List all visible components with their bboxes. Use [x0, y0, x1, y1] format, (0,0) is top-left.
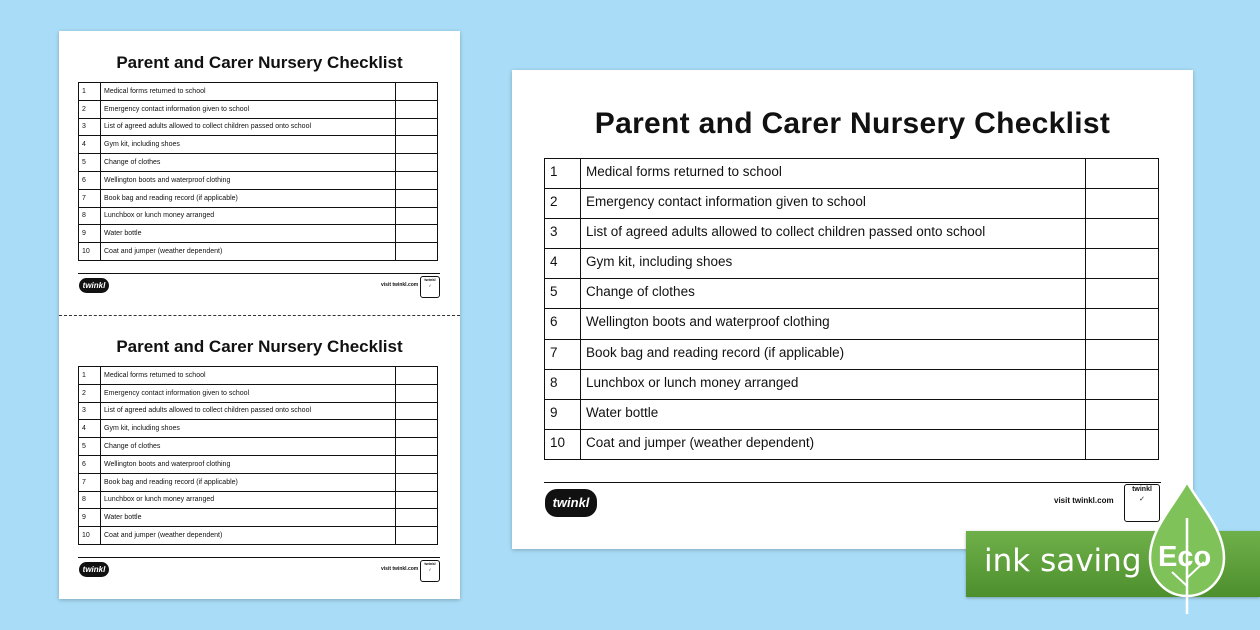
checklist-row — [79, 384, 438, 402]
item-text: Coat and jumper (weather dependent) — [101, 243, 396, 261]
item-number: 7 — [79, 189, 101, 207]
item-text: Wellington boots and waterproof clothing — [581, 309, 1086, 339]
item-text: Book bag and reading record (if applicable) — [581, 339, 1086, 369]
item-number: 9 — [79, 225, 101, 243]
tick-box[interactable] — [396, 527, 438, 545]
tick-box[interactable] — [396, 473, 438, 491]
tick-box[interactable] — [396, 384, 438, 402]
preview-sheet-two-per-page — [59, 31, 460, 599]
tick-box[interactable] — [396, 207, 438, 225]
twinkl-logo: twinkl — [545, 489, 597, 517]
item-number: 7 — [79, 473, 101, 491]
item-text: Wellington boots and waterproof clothing — [101, 455, 396, 473]
checklist-row — [545, 369, 1159, 399]
item-text: Lunchbox or lunch money arranged — [581, 369, 1086, 399]
tick-box[interactable] — [1086, 189, 1159, 219]
item-text: Water bottle — [581, 399, 1086, 429]
tick-box[interactable] — [1086, 219, 1159, 249]
item-number: 6 — [545, 309, 581, 339]
item-number: 4 — [79, 420, 101, 438]
tick-box[interactable] — [1086, 309, 1159, 339]
checklist-row — [545, 339, 1159, 369]
tick-box[interactable] — [396, 189, 438, 207]
tick-box[interactable] — [396, 154, 438, 172]
item-text: Change of clothes — [101, 154, 396, 172]
tick-box[interactable] — [396, 243, 438, 261]
checklist-row — [545, 249, 1159, 279]
tick-box[interactable] — [396, 100, 438, 118]
item-number: 1 — [545, 159, 581, 189]
checklist-title: Parent and Carer Nursery Checklist — [116, 53, 403, 72]
item-number: 3 — [79, 118, 101, 136]
checklist-row — [79, 118, 438, 136]
checklist-row — [79, 420, 438, 438]
checklist-row — [79, 154, 438, 172]
item-number: 10 — [79, 243, 101, 261]
tick-box[interactable] — [1086, 249, 1159, 279]
tick-box[interactable] — [396, 83, 438, 101]
badge-check-icon: ✓ — [428, 567, 432, 572]
checklist-row — [545, 279, 1159, 309]
item-text: Emergency contact information given to school — [101, 384, 396, 402]
checklist-table — [544, 158, 1159, 460]
visit-link-text: visit twinkl.com — [381, 282, 419, 288]
checklist-row — [545, 399, 1159, 429]
badge-title: twinkl — [424, 561, 436, 566]
tick-box[interactable] — [1086, 279, 1159, 309]
item-number: 7 — [545, 339, 581, 369]
checklist-table — [78, 82, 438, 261]
item-text: List of agreed adults allowed to collect children passed onto school — [101, 402, 396, 420]
item-text: Emergency contact information given to school — [581, 189, 1086, 219]
item-text: Wellington boots and waterproof clothing — [101, 171, 396, 189]
item-number: 6 — [79, 171, 101, 189]
checklist-row — [79, 527, 438, 545]
item-text: Medical forms returned to school — [101, 367, 396, 385]
checklist-row — [79, 491, 438, 509]
footer-divider — [78, 273, 440, 274]
tick-box[interactable] — [396, 171, 438, 189]
tick-box[interactable] — [396, 420, 438, 438]
badge-title: twinkl — [424, 277, 436, 282]
checklist-row — [79, 171, 438, 189]
item-number: 1 — [79, 367, 101, 385]
item-text: Change of clothes — [581, 279, 1086, 309]
item-number: 4 — [545, 249, 581, 279]
tick-box[interactable] — [396, 455, 438, 473]
item-text: Water bottle — [101, 225, 396, 243]
tick-box[interactable] — [396, 402, 438, 420]
badge-title: twinkl — [1132, 486, 1152, 493]
item-text: Water bottle — [101, 509, 396, 527]
item-number: 8 — [79, 491, 101, 509]
item-text: Coat and jumper (weather dependent) — [101, 527, 396, 545]
tick-box[interactable] — [1086, 159, 1159, 189]
tick-box[interactable] — [396, 225, 438, 243]
checklist-row — [79, 207, 438, 225]
checklist-row — [79, 189, 438, 207]
checklist-row — [79, 455, 438, 473]
item-text: Medical forms returned to school — [581, 159, 1086, 189]
checklist-row — [79, 402, 438, 420]
checklist-row — [79, 243, 438, 261]
item-text: Gym kit, including shoes — [101, 136, 396, 154]
item-number: 5 — [79, 154, 101, 172]
item-text: Change of clothes — [101, 438, 396, 456]
item-number: 8 — [545, 369, 581, 399]
footer-divider — [78, 557, 440, 558]
tick-box[interactable] — [396, 367, 438, 385]
badge-check-icon: ✓ — [1139, 496, 1145, 503]
tick-box[interactable] — [1086, 369, 1159, 399]
footer-divider — [544, 482, 1161, 483]
item-text: Coat and jumper (weather dependent) — [581, 429, 1086, 459]
item-number: 4 — [79, 136, 101, 154]
item-number: 5 — [79, 438, 101, 456]
checklist-copy-bottom — [59, 315, 460, 599]
checklist-row — [79, 225, 438, 243]
tick-box[interactable] — [396, 491, 438, 509]
visit-link-text: visit twinkl.com — [1054, 496, 1114, 505]
twinkl-logo: twinkl — [79, 562, 109, 577]
checklist-table — [78, 366, 438, 545]
quality-badge — [420, 276, 440, 298]
tick-box[interactable] — [396, 438, 438, 456]
item-number: 3 — [79, 402, 101, 420]
tick-box[interactable] — [396, 118, 438, 136]
item-number: 6 — [79, 455, 101, 473]
item-number: 9 — [545, 399, 581, 429]
tick-box[interactable] — [396, 509, 438, 527]
checklist-copy-top — [59, 31, 460, 315]
item-text: Book bag and reading record (if applicable) — [101, 473, 396, 491]
item-number: 8 — [79, 207, 101, 225]
item-number: 1 — [79, 83, 101, 101]
checklist-row — [79, 509, 438, 527]
tick-box[interactable] — [1086, 399, 1159, 429]
checklist-row — [79, 83, 438, 101]
item-number: 3 — [545, 219, 581, 249]
item-text: Gym kit, including shoes — [581, 249, 1086, 279]
item-number: 2 — [79, 384, 101, 402]
checklist-row — [545, 189, 1159, 219]
checklist-title: Parent and Carer Nursery Checklist — [594, 107, 1111, 140]
item-number: 5 — [545, 279, 581, 309]
preview-sheet-full-page — [512, 70, 1193, 549]
item-text: Lunchbox or lunch money arranged — [101, 207, 396, 225]
item-number: 9 — [79, 509, 101, 527]
tick-box[interactable] — [396, 136, 438, 154]
tick-box[interactable] — [1086, 429, 1159, 459]
item-number: 2 — [79, 100, 101, 118]
checklist-row — [545, 219, 1159, 249]
badge-check-icon: ✓ — [428, 283, 432, 288]
checklist-row — [545, 159, 1159, 189]
eco-label: Eco — [1158, 541, 1212, 573]
checklist-row — [79, 438, 438, 456]
checklist-row — [79, 100, 438, 118]
visit-link-text: visit twinkl.com — [381, 566, 419, 572]
item-text: Gym kit, including shoes — [101, 420, 396, 438]
item-text: Book bag and reading record (if applicable) — [101, 189, 396, 207]
checklist-row — [545, 309, 1159, 339]
item-text: Medical forms returned to school — [101, 83, 396, 101]
twinkl-logo: twinkl — [79, 278, 109, 293]
checklist-row — [545, 429, 1159, 459]
item-number: 2 — [545, 189, 581, 219]
item-number: 10 — [79, 527, 101, 545]
quality-badge — [420, 560, 440, 582]
item-text: List of agreed adults allowed to collect children passed onto school — [101, 118, 396, 136]
item-text: Emergency contact information given to school — [101, 100, 396, 118]
ink-saving-label: ink saving — [984, 543, 1142, 579]
checklist-row — [79, 136, 438, 154]
item-number: 10 — [545, 429, 581, 459]
tick-box[interactable] — [1086, 339, 1159, 369]
checklist-row — [79, 473, 438, 491]
checklist-row — [79, 367, 438, 385]
item-text: List of agreed adults allowed to collect children passed onto school — [581, 219, 1086, 249]
checklist-title: Parent and Carer Nursery Checklist — [116, 337, 403, 356]
item-text: Lunchbox or lunch money arranged — [101, 491, 396, 509]
